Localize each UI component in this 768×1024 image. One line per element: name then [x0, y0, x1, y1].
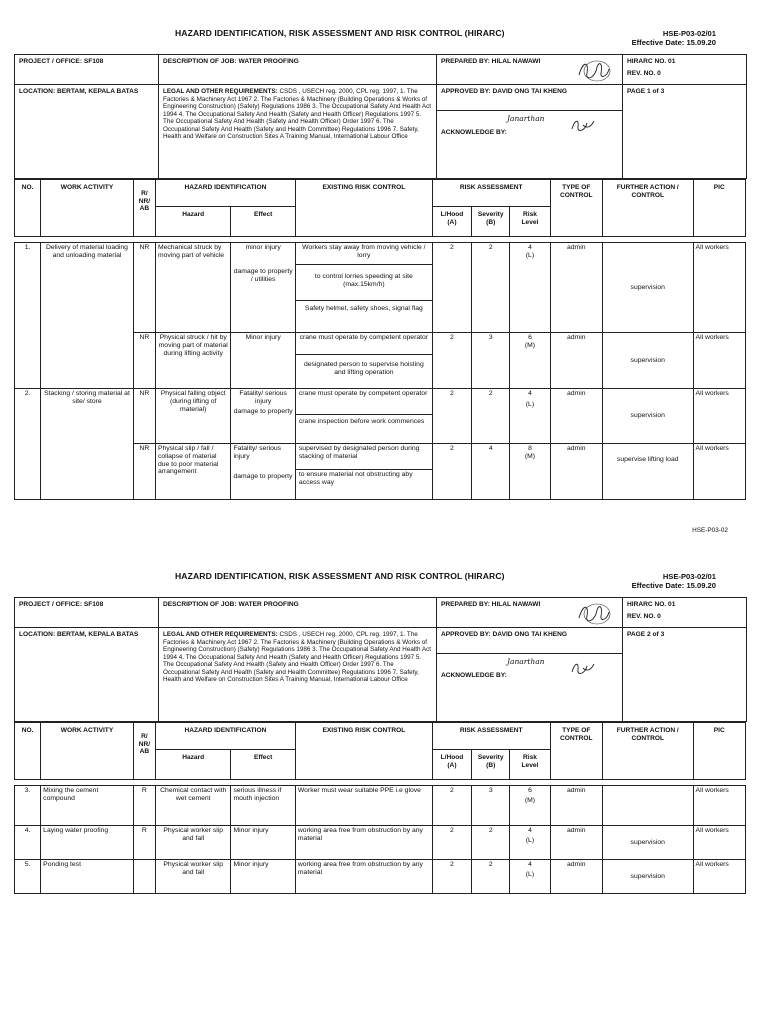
likelihood: 2: [432, 333, 471, 389]
handwritten-name: Janarthan: [507, 657, 545, 666]
risk-control: Safety helmet, safety shoes, signal flag: [304, 305, 423, 312]
approved-by: APPROVED BY: DAVID ONG TAI KHENG: [437, 85, 622, 111]
col-pic: PIC: [693, 723, 745, 780]
type-of-control: admin: [550, 786, 602, 826]
effect: Minor injury: [231, 333, 295, 389]
risk-control: Workers stay away from moving vehicle / lorry: [296, 243, 432, 265]
table-row: [15, 826, 746, 860]
risk-control: crane inspection before work commences: [298, 418, 425, 425]
likelihood: 2: [432, 786, 471, 826]
likelihood: 2: [432, 826, 471, 860]
further-action: [602, 786, 693, 826]
acknowledge-by: ACKNOWLEDGE BY:: [441, 129, 507, 136]
col-no: NO.: [15, 723, 41, 780]
col-hazard: Hazard: [155, 207, 231, 237]
r-nr-ab: NR: [133, 333, 155, 389]
hazard: Physical falling object (during lifting of material): [155, 389, 231, 444]
severity: 3: [472, 786, 510, 826]
col-no: NO.: [15, 180, 41, 237]
further-action: supervise lifting load: [602, 444, 693, 500]
control-cell: [295, 444, 432, 500]
risk-control: working area free from obstruction by any material: [295, 860, 432, 894]
table-row: [15, 389, 746, 444]
effect: Minor injury: [231, 860, 295, 894]
revision-number: REV. NO. 0: [627, 69, 661, 77]
r-nr-ab: NR: [133, 444, 155, 500]
document-code: HSE-P03-02/01: [662, 572, 716, 581]
further-action: supervision: [602, 389, 693, 444]
hazard: Physical slip / fall / collapse of material due to poor material arrangement: [155, 444, 231, 500]
page-number: PAGE 2 of 3: [623, 628, 747, 722]
project-office: PROJECT / OFFICE: SF108: [15, 55, 159, 85]
severity: 2: [472, 826, 510, 860]
handwritten-name: Janarthan: [507, 114, 545, 123]
legal-requirements: LEGAL AND OTHER REQUIREMENTS: CSDS , USECH reg. 2000, CPL reg. 1997, 1. The Factories & Machinery Act 1967 2. The Factories & Machinery (Building Operations & Works of Engineering Construction) (Safety) Regulations 1986 3. The Occupational Safety And Health Act 1994 4. The Occupational Safety And Health (Safety and Health Officer) Regulations 1997 5. The Occupational Safety And Health (Safety and Health Officer) Order 1997 6. The Occupational Safety And Health (Safety and Health Committee) Regulations 1996 7. Safety, Health and Welfare on Construction Sites A Training Manual, International Labour Office: [159, 628, 437, 722]
effect-cell: [231, 243, 295, 333]
work-activity: Mixing the cement compound: [41, 786, 134, 826]
header-table: [14, 54, 747, 179]
col-hazard-identification: HAZARD IDENTIFICATION: [155, 180, 295, 207]
risk-control: supervised by designated person during stacking of material: [296, 444, 432, 470]
severity: 4: [472, 444, 510, 500]
approval-block: [437, 85, 623, 179]
risk-control: to ensure material not obstructing aby access way: [298, 471, 413, 486]
prepared-by: PREPARED BY: HILAL NAWAWI: [437, 598, 623, 628]
col-hazard: Hazard: [155, 750, 231, 780]
approval-block: [437, 628, 623, 722]
type-of-control: admin: [550, 243, 602, 333]
risk-control: crane must operate by competent operator: [296, 389, 432, 415]
r-nr-ab: [133, 860, 155, 894]
pic: All workers: [693, 333, 745, 389]
r-nr-ab: NR: [133, 243, 155, 333]
hazard: Physical worker slip and fall: [155, 826, 231, 860]
type-of-control: admin: [550, 444, 602, 500]
further-action: supervision: [602, 243, 693, 333]
further-action: supervision: [602, 860, 693, 894]
signature-acknowledge: [569, 658, 597, 678]
effect: Fatality/ serious injury: [233, 445, 282, 460]
effect-cell: [231, 389, 295, 444]
document-code: HSE-P03-02/01: [662, 29, 716, 38]
pic: All workers: [693, 826, 745, 860]
revision-number: REV. NO. 0: [627, 612, 661, 620]
col-type-of-control: TYPE OF CONTROL: [550, 723, 602, 780]
table-row: [15, 786, 746, 826]
likelihood: 2: [432, 243, 471, 333]
col-pic: PIC: [693, 180, 745, 237]
document-title: HAZARD IDENTIFICATION, RISK ASSESSMENT AND RISK CONTROL (HIRARC): [175, 571, 505, 581]
control-cell: [295, 333, 432, 389]
row-number: 5.: [15, 860, 41, 894]
approved-by: APPROVED BY: DAVID ONG TAI KHENG: [437, 628, 622, 654]
col-severity: Severity (B): [472, 750, 510, 780]
effect: Fatality/ serious injury: [239, 390, 287, 405]
pic: All workers: [693, 860, 745, 894]
location: LOCATION: BERTAM, KEPALA BATAS: [15, 628, 159, 722]
location: LOCATION: BERTAM, KEPALA BATAS: [15, 85, 159, 179]
risk-level: 4 (L): [510, 826, 550, 860]
page-number: PAGE 1 of 3: [623, 85, 747, 179]
hazard: Physical worker slip and fall: [155, 860, 231, 894]
job-description: DESCRIPTION OF JOB: WATER PROOFING: [159, 598, 437, 628]
col-risk-level: Risk Level: [510, 207, 550, 237]
effect: serious illness if mouth injection: [231, 786, 295, 826]
hirarc-table-page-1: [14, 179, 746, 500]
effect: damage to property / utilities: [233, 268, 293, 283]
col-hazard-identification: HAZARD IDENTIFICATION: [155, 723, 295, 750]
effect: damage to property: [233, 472, 293, 480]
signature-prepared: [575, 600, 615, 628]
col-work-activity: WORK ACTIVITY: [41, 723, 134, 780]
col-r-nr-ab: R/ NR/ AB: [133, 180, 155, 237]
work-activity: Ponding test: [41, 860, 134, 894]
pic: All workers: [693, 243, 745, 333]
table-row: [15, 860, 746, 894]
col-likelihood: L/Hood (A): [432, 750, 471, 780]
risk-control: working area free from obstruction by any material: [295, 826, 432, 860]
header-table: [14, 597, 747, 722]
col-existing-risk-control: EXISTING RISK CONTROL: [295, 180, 432, 237]
r-nr-ab: R: [133, 786, 155, 826]
col-further-action: FURTHER ACTION / CONTROL: [602, 723, 693, 780]
col-severity: Severity (B): [472, 207, 510, 237]
hirarc-number: HIRARC NO. 01: [627, 58, 676, 65]
r-nr-ab: NR: [133, 389, 155, 444]
severity: 3: [472, 333, 510, 389]
type-of-control: admin: [550, 389, 602, 444]
hazard: Physical struck / hit by moving part of material during lifting activity: [155, 333, 231, 389]
likelihood: 2: [432, 389, 471, 444]
col-likelihood: L/Hood (A): [432, 207, 471, 237]
risk-control: Worker must wear suitable PPE i.e glove: [295, 786, 432, 826]
job-description: DESCRIPTION OF JOB: WATER PROOFING: [159, 55, 437, 85]
pic: All workers: [693, 786, 745, 826]
pic: All workers: [693, 444, 745, 500]
hirarc-number: HIRARC NO. 01: [627, 601, 676, 608]
col-effect: Effect: [231, 750, 295, 780]
effect: damage to property: [233, 407, 293, 415]
legal-requirements: LEGAL AND OTHER REQUIREMENTS: CSDS , USECH reg. 2000, CPL reg. 1997, 1. The Factories & Machinery Act 1967 2. The Factories & Machinery (Building Operations & Works of Engineering Construction) (Safety) Regulations 1986 3. The Occupational Safety And Health Act 1994 4. The Occupational Safety And Health (Safety and Health Officer) Regulations 1997 5. The Occupational Safety And Health (Safety and Health Officer) Order 1997 6. The Occupational Safety And Health (Safety and Health Committee) Regulations 1996 7. Safety, Health and Welfare on Construction Sites A Training Manual, International Labour Office: [159, 85, 437, 179]
risk-level: 6 (M): [510, 333, 550, 389]
effective-date: Effective Date: 15.09.20: [631, 581, 716, 591]
col-further-action: FURTHER ACTION / CONTROL: [602, 180, 693, 237]
work-activity: Delivery of material loading and unloading material: [41, 243, 134, 389]
further-action: supervision: [602, 826, 693, 860]
document-title: HAZARD IDENTIFICATION, RISK ASSESSMENT AND RISK CONTROL (HIRARC): [175, 28, 505, 38]
further-action: supervision: [602, 333, 693, 389]
severity: 2: [472, 860, 510, 894]
severity: 2: [472, 389, 510, 444]
prepared-by: PREPARED BY: HILAL NAWAWI: [437, 55, 623, 85]
r-nr-ab: R: [133, 826, 155, 860]
risk-level: 4 (L): [510, 860, 550, 894]
type-of-control: admin: [550, 333, 602, 389]
col-work-activity: WORK ACTIVITY: [41, 180, 134, 237]
work-activity: Laying water proofing: [41, 826, 134, 860]
table-row: [15, 243, 746, 333]
col-effect: Effect: [231, 207, 295, 237]
signature-prepared: [575, 57, 615, 85]
hazard: Chemical contact with wet cement: [155, 786, 231, 826]
risk-level: 6 (M): [510, 786, 550, 826]
document-reference: [632, 29, 716, 47]
effective-date: Effective Date: 15.09.20: [631, 38, 716, 48]
hazard: Mechanical struck by moving part of vehicle: [155, 243, 231, 333]
col-risk-assessment: RISK ASSESSMENT: [432, 180, 550, 207]
risk-level: 8 (M): [510, 444, 550, 500]
acknowledge-by: ACKNOWLEDGE BY:: [441, 672, 507, 679]
signature-acknowledge: [569, 115, 597, 135]
hirarc-info: [623, 598, 747, 628]
row-number: 1.: [15, 243, 41, 389]
risk-control: designated person to supervise hoisting and lifting operation: [303, 361, 424, 376]
risk-control: to control lorries speeding at site (max.15km/h): [296, 265, 432, 301]
likelihood: 2: [432, 860, 471, 894]
footer-code: HSE-P03-02: [692, 527, 728, 534]
control-cell: [295, 389, 432, 444]
project-office: PROJECT / OFFICE: SF108: [15, 598, 159, 628]
effect-cell: [231, 444, 295, 500]
col-type-of-control: TYPE OF CONTROL: [550, 180, 602, 237]
control-cell: [295, 243, 432, 333]
hirarc-info: [623, 55, 747, 85]
col-r-nr-ab: R/ NR/ AB: [133, 723, 155, 780]
row-number: 2.: [15, 389, 41, 500]
work-activity: Stacking / storing material at site/ store: [41, 389, 134, 500]
effect: Minor injury: [231, 826, 295, 860]
type-of-control: admin: [550, 826, 602, 860]
col-existing-risk-control: EXISTING RISK CONTROL: [295, 723, 432, 780]
likelihood: 2: [432, 444, 471, 500]
type-of-control: admin: [550, 860, 602, 894]
effect: minor injury: [245, 244, 281, 251]
document-reference: [632, 572, 716, 590]
col-risk-level: Risk Level: [510, 750, 550, 780]
col-risk-assessment: RISK ASSESSMENT: [432, 723, 550, 750]
risk-level: 4 (L): [510, 243, 550, 333]
hirarc-table-page-2: [14, 722, 746, 894]
severity: 2: [472, 243, 510, 333]
risk-level: 4 (L): [510, 389, 550, 444]
pic: All workers: [693, 389, 745, 444]
row-number: 4.: [15, 826, 41, 860]
risk-control: crane must operate by competent operator: [296, 333, 432, 355]
row-number: 3.: [15, 786, 41, 826]
